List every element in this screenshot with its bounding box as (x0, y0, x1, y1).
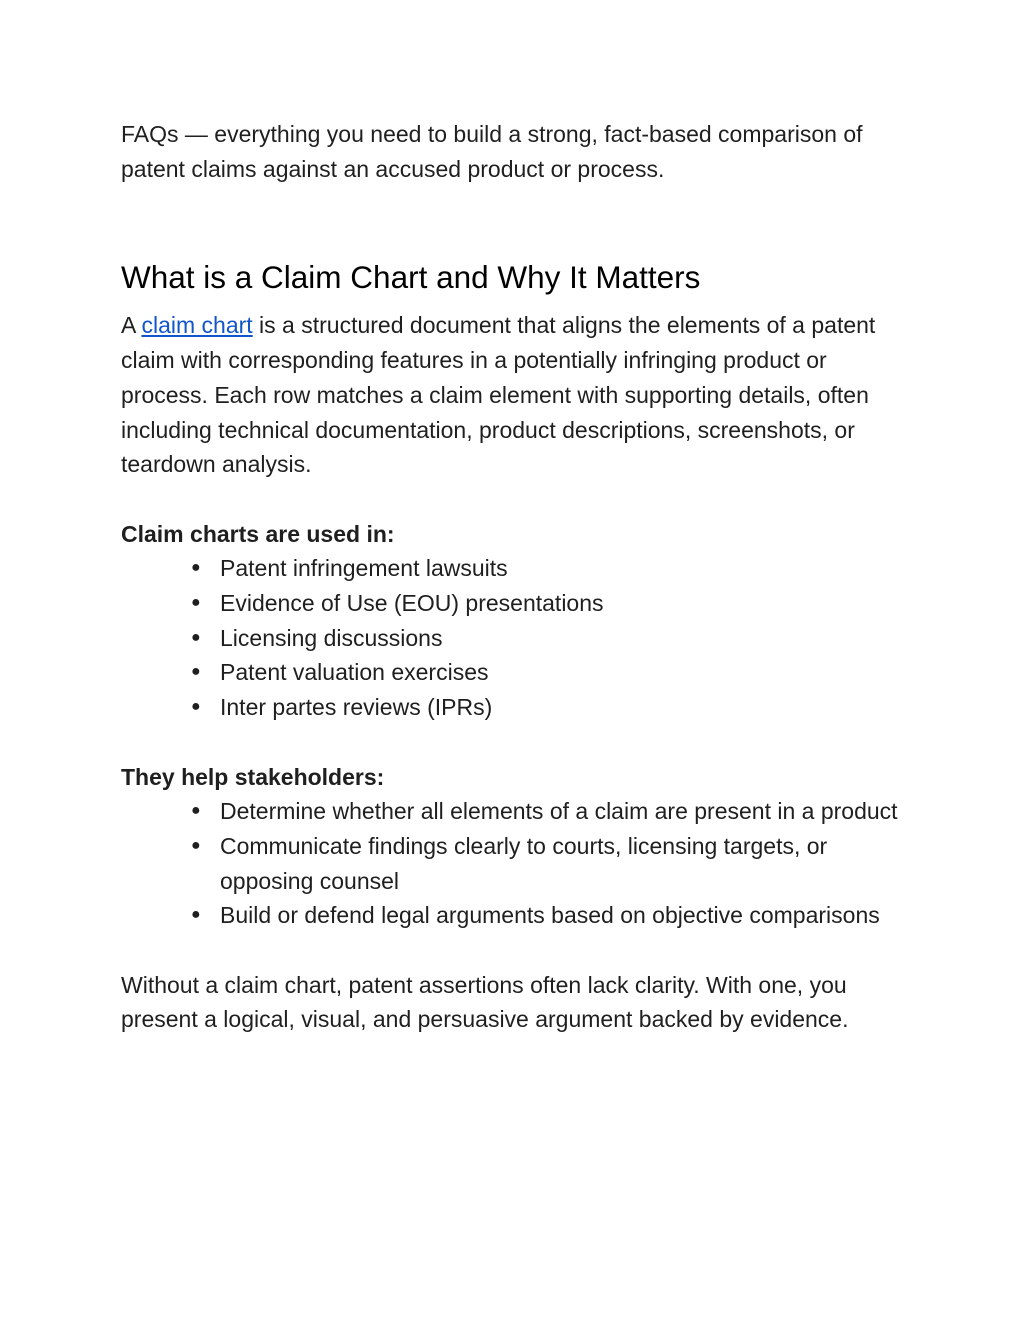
bullet-icon: ● (191, 906, 201, 924)
definition-paragraph (121, 308, 901, 482)
claim-chart-link[interactable]: claim chart (141, 312, 253, 339)
bullet-icon: ● (191, 698, 201, 716)
list-item-text: Patent valuation exercises (220, 659, 489, 686)
bullet-icon: ● (191, 802, 201, 820)
list-item (191, 794, 901, 829)
used-in-list (121, 551, 901, 725)
list-item-text: Licensing discussions (220, 624, 443, 651)
document-page (121, 117, 901, 1037)
used-in-label: Claim charts are used in: (121, 520, 395, 547)
stakeholders-label: They help stakeholders: (121, 763, 385, 790)
list-item (191, 586, 901, 621)
section-heading: What is a Claim Chart and Why It Matters (121, 259, 701, 296)
intro-paragraph: FAQs — everything you need to build a strong, fact-based comparison of patent claims against an accused product or process. (121, 121, 863, 182)
bullet-icon: ● (191, 663, 201, 681)
definition-prefix: A (121, 312, 142, 339)
list-item-text: Build or defend legal arguments based on objective comparisons (220, 902, 880, 929)
bullet-icon: ● (191, 628, 201, 646)
closing-paragraph: Without a claim chart, patent assertions often lack clarity. With one, you present a logical, visual, and persuasive argument backed by evidence. (121, 971, 849, 1033)
list-item-text: Inter partes reviews (IPRs) (220, 694, 493, 721)
list-item-text: Patent infringement lawsuits (220, 555, 508, 582)
stakeholders-list (121, 794, 901, 933)
list-item (191, 621, 901, 656)
list-item-text: Determine whether all elements of a claim are present in a product (220, 798, 898, 825)
definition-suffix: is a structured document that aligns the elements of a patent claim with corresponding features in a potentially infringing product or process. Each row matches a claim element with supporting details, often including technical documentation, product descriptions, screenshots, or teardown analysis. (121, 312, 876, 478)
list-item-text: Communicate findings clearly to courts, licensing targets, or opposing counsel (220, 832, 828, 894)
bullet-icon: ● (191, 836, 201, 854)
list-item (191, 690, 901, 725)
list-item (191, 551, 901, 586)
bullet-icon: ● (191, 559, 201, 577)
list-item (191, 898, 901, 933)
bullet-icon: ● (191, 594, 201, 612)
list-item (191, 829, 901, 898)
list-item (191, 655, 901, 690)
list-item-text: Evidence of Use (EOU) presentations (220, 590, 604, 617)
